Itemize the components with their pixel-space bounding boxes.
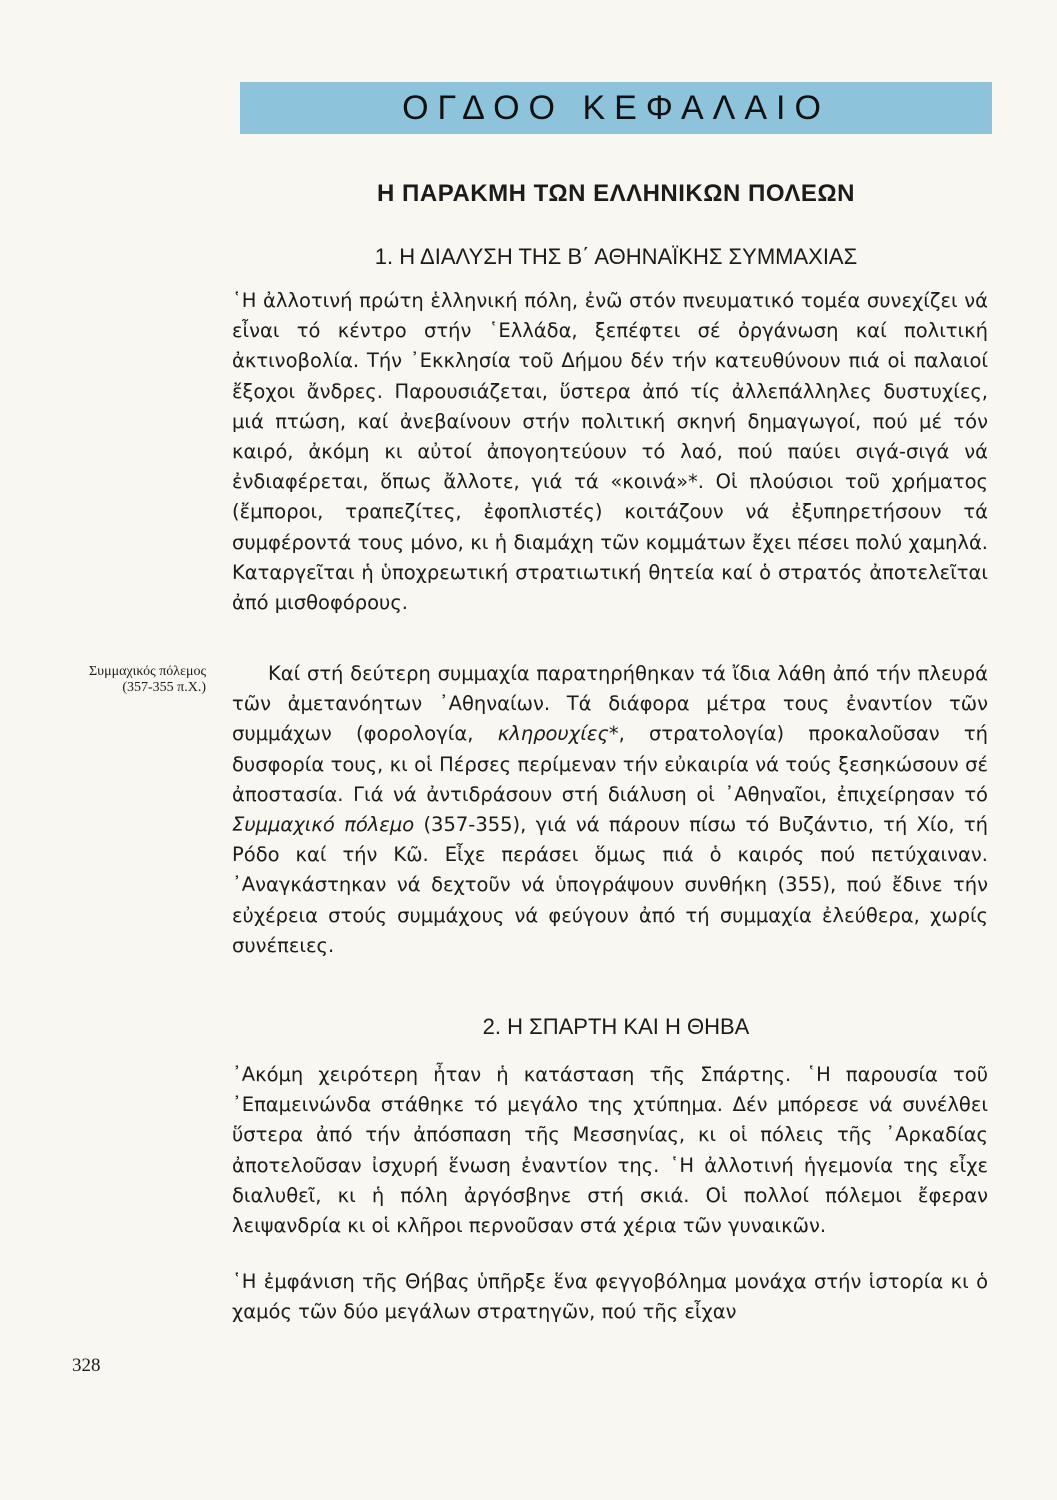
- chapter-banner: [240, 82, 992, 134]
- page-number: 328: [72, 1355, 101, 1376]
- para2-text-a: Καί στή δεύτερη συμμαχία παρατηρήθηκαν τά ἴδια λάθη ἀπό τήν πλευρά τῶν ἀμετανόητων ᾿Αθηναίων. Τά διάφορα μέτρα τους ἐναντίον τῶν συμμάχων (φορολογία,: [232, 662, 988, 746]
- section1-paragraph-1: ῾Η ἀλλοτινή πρώτη ἑλληνική πόλη, ἐνῶ στόν πνευματικό τομέα συνεχίζει νά εἶναι τό κέντρο στήν ῾Ελλάδα, ξεπέφτει σέ ὀργάνωση καί πολιτική ἀκτινοβολία. Τήν ᾿Εκκλησία τοῦ Δήμου δέν τήν κατευθύνουν πιά οἱ παλαιοί ἔξοχοι ἄνδρες. Παρουσιάζεται, ὕστερα ἀπό τίς ἀλλεπάλληλες δυστυχίες, μιά πτώση, καί ἀνεβαίνουν στήν πολιτική σκηνή δημαγωγοί, πού μέ τόν καιρό, ἀκόμη κι αὐτοί ἀπογοητεύουν τό λαό, πού παύει σιγά-σιγά νά ἐνδιαφέρεται, ὅπως ἄλλοτε, γιά τά «κοινά»*. Οἱ πλούσιοι τοῦ χρήματος (ἔμποροι, τραπεζίτες, ἐφοπλιστές) κοιτάζουν νά ἐξυπηρετήσουν τά συμφέροντά τους μόνο, κι ἡ διαμάχη τῶν κομμάτων ἔχει πέσει πολύ χαμηλά. Καταργεῖται ἡ ὑποχρεωτική στρατιωτική θητεία καί ὁ στρατός ἀποτελεῖται ἀπό μισθοφόρους.: [232, 289, 988, 615]
- para2-text-c: (357-355), γιά νά πάρουν πίσω τό Βυζάντιο, τή Χίο, τή Ρόδο καί τήν Κῶ. Εἶχε περάσει ὅμως πιά ὁ καιρός πού πετύχαιναν. ᾿Αναγκάστηκαν νά δεχτοῦν νά ὑπογράψουν συνθήκη (355), πού ἔδινε τήν εὐχέρεια στούς συμμάχους νά φεύγουν ἀπό τή συμμαχία ἐλεύθερα, χωρίς συνέπειες.: [232, 813, 988, 957]
- section1-paragraph-2: [232, 659, 988, 961]
- section-heading-2: 2. Η ΣΠΑΡΤΗ ΚΑΙ Η ΘΗΒΑ: [482, 1014, 750, 1039]
- para2-text-b: *, στρατολογία) προκαλοῦσαν τή δυσφορία τους, κι οἱ Πέρσες περίμεναν τήν εὐκαιρία νά τούς ξεσηκώσουν σέ ἀποστασία. Γιά νά ἀντιδράσουν στή διάλυση οἱ ᾿Αθηναῖοι, ἐπιχείρησαν τό: [232, 722, 988, 806]
- chapter-label: ΟΓΔΟΟ ΚΕΦΑΛΑΙΟ: [402, 88, 830, 127]
- section-heading-1: 1. Η ΔΙΑΛΥΣΗ ΤΗΣ Β΄ ΑΘΗΝΑΪΚΗΣ ΣΥΜΜΑΧΙΑΣ: [374, 244, 858, 269]
- para2-term-klerouchies: κληρουχίες: [497, 722, 609, 746]
- para2-term-symmachikos-polemos: Συμμαχικό πόλεμο: [232, 813, 415, 837]
- section2-paragraph-2: ῾Η ἐμφάνιση τῆς Θήβας ὑπῆρξε ἕνα φεγγοβόλημα μονάχα στήν ἱστορία κι ὁ χαμός τῶν δύο μεγάλων στρατηγῶν, πού τῆς εἶχαν: [232, 1270, 988, 1324]
- section2-paragraph-1: ᾿Ακόμη χειρότερη ἦταν ἡ κατάσταση τῆς Σπάρτης. ῾Η παρουσία τοῦ ᾿Επαμεινώνδα στάθηκε τό μεγάλο της χτύπημα. Δέν μπόρεσε νά συνέλθει ὕστερα ἀπό τήν ἀπόσπαση τῆς Μεσσηνίας, κι οἱ πόλεις τῆς ᾿Αρκαδίας ἀποτελοῦσαν ἰσχυρή ἕνωση ἐναντίον της. ῾Η ἀλλοτινή ἡγεμονία της εἶχε διαλυθεῖ, κι ἡ πόλη ἀργόσβηνε στή σκιά. Οἱ πολλοί πόλεμοι ἔφεραν λειψανδρία κι οἱ κλῆροι περνοῦσαν στά χέρια τῶν γυναικῶν.: [232, 1063, 988, 1238]
- chapter-title: Η ΠΑΡΑΚΜΗ ΤΩΝ ΕΛΛΗΝΙΚΩΝ ΠΟΛΕΩΝ: [377, 180, 855, 207]
- margin-note: Συμμαχικός πόλεμος (357-355 π.Χ.): [89, 664, 206, 695]
